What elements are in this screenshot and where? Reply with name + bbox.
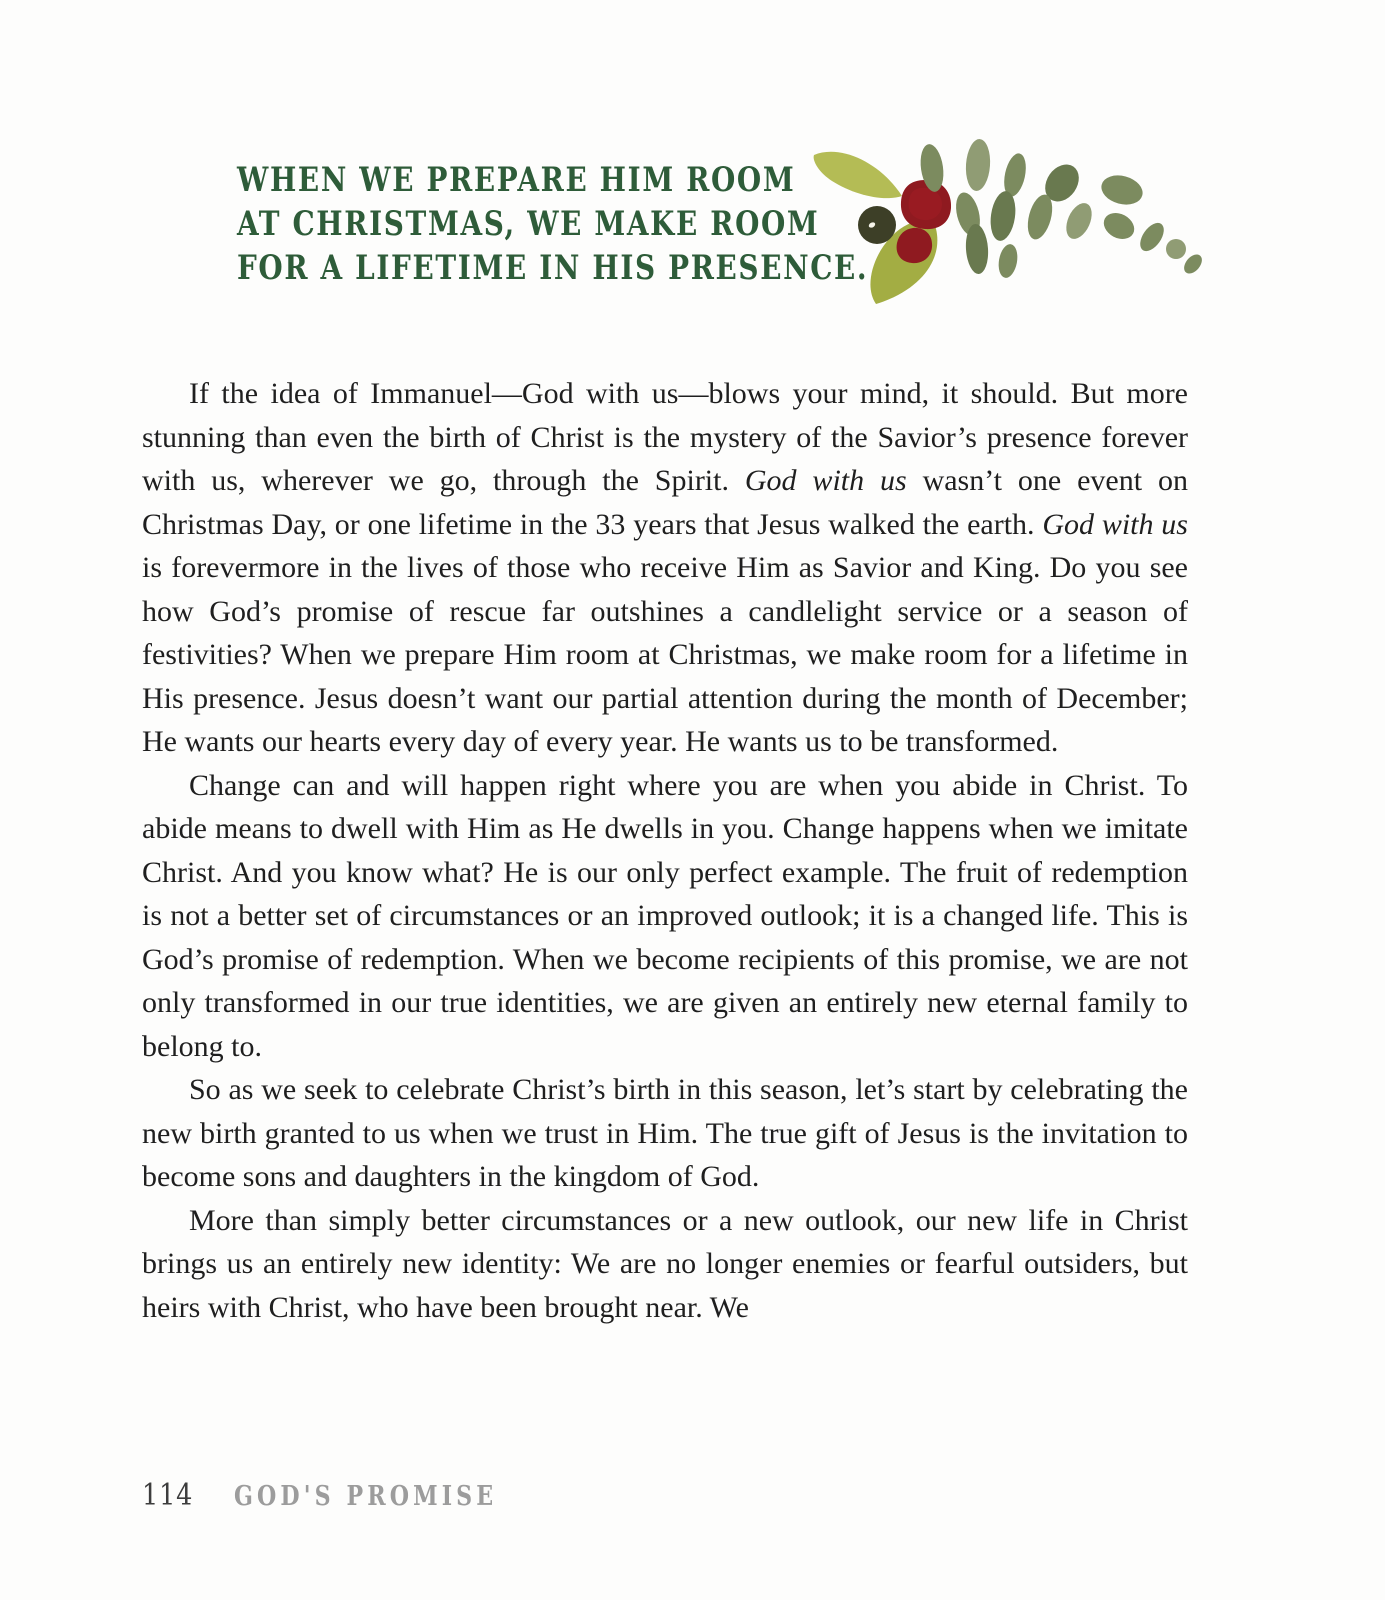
body-text <box>142 372 1188 1329</box>
page-number: 114 <box>142 1478 194 1513</box>
body-run: More than simply better circumstances or a new outlook, our new life in Christ brings us an entirely new identity: We are no longer enemies or fearful outsiders, but heirs with Christ, who have been brought near. We <box>142 1203 1188 1324</box>
page-footer <box>142 1478 555 1513</box>
body-paragraph <box>142 764 1188 1069</box>
body-paragraph <box>142 1199 1188 1330</box>
body-paragraph <box>142 1068 1188 1199</box>
fern-leaflet <box>1098 171 1146 209</box>
pull-quote-line-2: AT CHRISTMAS, WE MAKE ROOM <box>237 204 820 244</box>
running-footer-title: GOD'S PROMISE <box>234 1481 498 1512</box>
fern-leaflet <box>1166 239 1186 259</box>
body-run-italic: God with us <box>1042 507 1188 541</box>
fern-leaflet <box>1181 251 1206 277</box>
dark-berry <box>858 206 896 244</box>
holly-fern-sprig-illustration <box>792 118 1212 333</box>
fern-leaflet <box>1061 199 1097 243</box>
body-run: is forevermore in the lives of those who receive Him as Savior and King. Do you see how God’s promise of rescue far outshines a candlelight service or a season of festivities? When we prepare Him room at Christmas, we make room for a lifetime in His presence. Jesus doesn’t want our partial attention during the month of December; He wants our hearts every day of every year. He wants us to be transformed. <box>142 551 1188 758</box>
body-run: So as we seek to celebrate Christ’s birth in this season, let’s start by celebrating the new birth granted to us when we trust in Him. The true gift of Jesus is the invitation to become sons and daughters in the kingdom of God. <box>142 1073 1188 1193</box>
pull-quote-line-1: WHEN WE PREPARE HIM ROOM <box>237 160 796 200</box>
body-paragraph <box>142 372 1188 764</box>
fern-leaflet <box>996 243 1020 280</box>
body-run: Change can and will happen right where you are when you abide in Christ. To abide means to dwell with Him as He dwells in you. Change happens when we imitate Christ. And you know what? He is our only perfect example. The fruit of redemption is not a better set of circumstances or an improved outlook; it is a changed life. This is God’s promise of redemption. When we become recipients of this promise, we are not only transformed in our true identities, we are given an entirely new eternal family to belong to. <box>142 768 1188 1063</box>
body-run: wasn’t one event on Christmas Day, or one lifetime in the 33 years that Jesus walked the earth. <box>142 464 1188 541</box>
pull-quote <box>237 158 868 290</box>
body-run: If the idea of Immanuel—God with us—blows your mind, it should. But more stunning than even the birth of Christ is the mystery of the Savior’s presence forever with us, wherever we go, through the Spirit. <box>142 377 1188 497</box>
leaf-upper <box>814 152 902 198</box>
fern-leaflet <box>964 138 992 192</box>
body-run-italic: God with us <box>744 464 907 497</box>
fern-leaflet <box>1135 219 1168 256</box>
fern-leaflet <box>988 190 1019 243</box>
fern-leaflet <box>1099 208 1139 244</box>
pull-quote-line-3: FOR A LIFETIME IN HIS PRESENCE. <box>237 248 869 288</box>
